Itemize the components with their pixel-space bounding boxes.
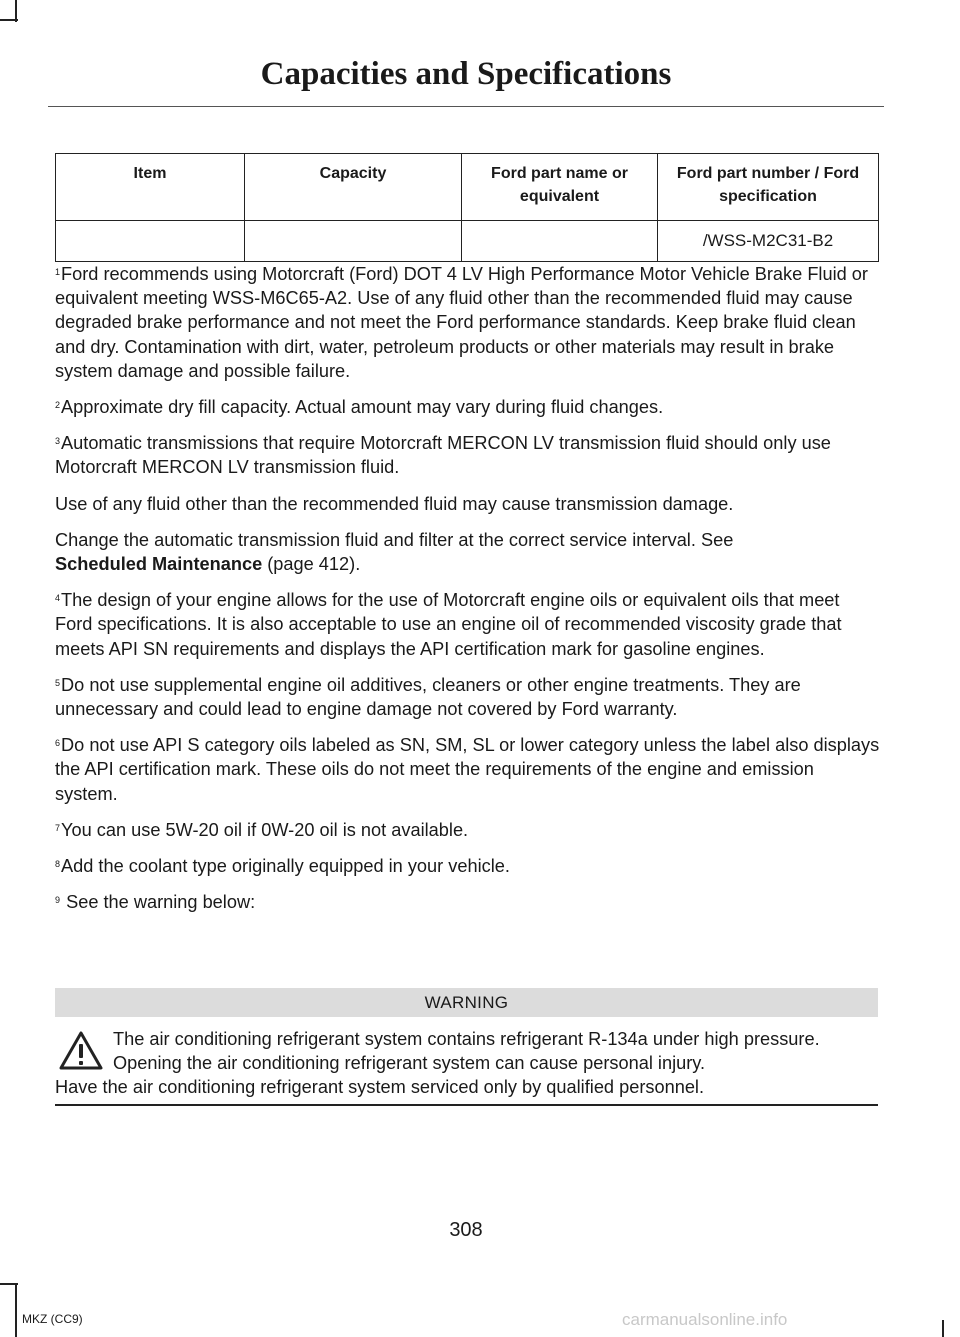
- footnote-mark: 1: [55, 267, 61, 277]
- footnotes: [55, 262, 880, 926]
- footnote-6: [55, 733, 880, 806]
- footnote-mark: 8: [55, 859, 61, 870]
- table-cell: [56, 221, 245, 262]
- model-label: MKZ (CC9): [22, 1312, 83, 1326]
- footnote-text: Ford recommends using Motorcraft (Ford) DOT 4 LV High Performance Motor Vehicle Brake Fluid or equivalent meeting WSS-M6C65-A2. Use of any fluid other than the recommended fluid may cause degraded brake performance and not meet the Ford performance standards. Keep brake fluid clean and dry. Contamination with dirt, water, petroleum products or other materials may result in brake system damage and possible failure.: [55, 264, 868, 381]
- column-header-item: Item: [56, 154, 245, 221]
- warning-heading: WARNING: [55, 988, 878, 1017]
- footnote-5: [55, 673, 880, 721]
- footnote-mark: 7: [55, 822, 61, 833]
- footnote-8: [55, 854, 880, 878]
- table-row: [56, 221, 879, 262]
- footnote-text: Do not use supplemental engine oil additives, cleaners or other engine treatments. They are unnecessary and could lead to engine damage not covered by Ford warranty.: [55, 674, 801, 720]
- footnote-text: Add the coolant type originally equipped in your vehicle.: [61, 856, 510, 877]
- column-header-part-name: Ford part name or equivalent: [462, 154, 658, 221]
- crop-mark-top-left-h: [0, 19, 18, 21]
- specification-table: [55, 153, 879, 262]
- footnote-mark: 9: [55, 895, 61, 906]
- crop-mark-bottom-right-v: [942, 1320, 944, 1337]
- table-header-row: [56, 154, 879, 221]
- footnote-1: [55, 262, 880, 383]
- column-header-capacity: Capacity: [245, 154, 462, 221]
- footnote-4: [55, 588, 880, 661]
- crop-mark-bottom-left-h: [0, 1283, 18, 1285]
- page-title: Capacities and Specifications: [260, 56, 672, 92]
- footnote-9: [55, 890, 880, 914]
- warning-text-line-2: Have the air conditioning refrigerant system serviced only by qualified personnel.: [55, 1077, 705, 1098]
- footnote-3: [55, 431, 880, 479]
- footnote-text: Do not use API S category oils labeled as SN, SM, SL or lower category unless the label also displays the API certification mark. These oils do not meet the requirements of the engine and emission system.: [55, 735, 880, 804]
- footnote-7: [55, 818, 880, 842]
- footnote-text: The design of your engine allows for the use of Motorcraft engine oils or equivalent oils that meet Ford specifications. It is also acceptable to use an engine oil of recommended viscosity grade that meets API SN requirements and displays the API certification mark for gasoline engines.: [55, 590, 842, 659]
- scheduled-maintenance-link[interactable]: Scheduled Maintenance: [55, 554, 263, 575]
- warning-text-line-1: The air conditioning refrigerant system contains refrigerant R-134a under high pressure. Opening the air conditioning refrigerant system can cause personal injury.: [113, 1029, 820, 1074]
- footnote-mark: 3: [55, 436, 61, 447]
- column-header-part-number: Ford part number / Ford specification: [658, 154, 879, 221]
- table-cell: [245, 221, 462, 262]
- table-cell: /WSS-M2C31-B2: [658, 221, 879, 262]
- transmission-fluid-change-note: Change the automatic transmission fluid and filter at the correct service interval. See Scheduled Maintenance (page 412).: [55, 529, 734, 575]
- table-cell: [462, 221, 658, 262]
- transmission-damage-note: Use of any fluid other than the recommended fluid may cause transmission damage.: [55, 493, 734, 514]
- title-divider: [48, 106, 884, 107]
- footnote-mark: 4: [55, 593, 61, 604]
- page-reference: (page 412).: [262, 554, 361, 575]
- watermark-text: carmanualsonline.info: [622, 1310, 788, 1329]
- page-number: 308: [449, 1219, 483, 1241]
- footnote-2: [55, 395, 880, 419]
- footnote-text: Automatic transmissions that require Motorcraft MERCON LV transmission fluid should only use Motorcraft MERCON LV transmission fluid.: [55, 433, 831, 478]
- warning-text: [55, 1027, 880, 1100]
- footnote-mark: 6: [55, 738, 61, 749]
- footnote-text: Approximate dry fill capacity. Actual amount may vary during fluid changes.: [61, 397, 664, 418]
- crop-mark-bottom-left-v: [15, 1283, 17, 1337]
- footnote-text: You can use 5W-20 oil if 0W-20 oil is not available.: [61, 819, 469, 840]
- footnote-mark: 5: [55, 677, 61, 688]
- warning-divider: [55, 1104, 878, 1106]
- footnote-text: See the warning below:: [61, 892, 256, 913]
- footnote-mark: 2: [55, 400, 61, 411]
